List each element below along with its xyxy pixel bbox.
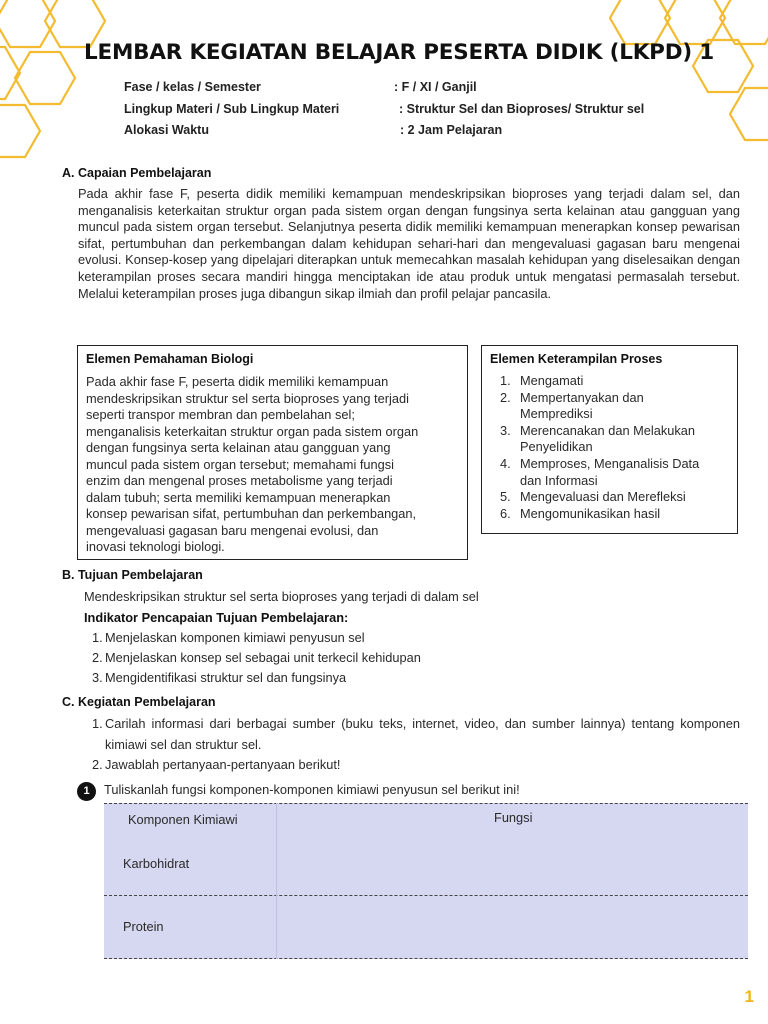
list-item: 3. Merencanakan dan Melakukan Penyelidikan <box>500 422 696 455</box>
list-item: 1. Carilah informasi dari berbagai sumber (buku teks, internet, video, dan sumber lainnya) tentang komponen kimiawi sel dan struktur sel. <box>92 716 740 752</box>
table-column-divider <box>276 803 277 959</box>
box-body <box>86 374 468 556</box>
meta-info <box>124 80 724 145</box>
box-title: Elemen Pemahaman Biologi <box>86 352 254 366</box>
box-biology-understanding <box>77 345 468 560</box>
meta-row-scope <box>124 102 724 124</box>
box-line: menganalisis keterkaitan struktur organ pada sistem organ <box>86 423 419 439</box>
section-a-paragraph: Pada akhir fase F, peserta didik memiliki kemampuan mendeskripsikan bioproses yang terjadi dalam sel, dan menganalisis keterkaitan struktur organ pada sistem organ dengan fungsinya serta kelainan atau gangguan yang muncul pada sistem organ tersebut. Selanjutnya peserta didik memiliki kemampuan menerapkan konsep pewarisan sifat, pertumbuhan dan perkembangan dalam kehidupan sehari-hari dan mengevaluasi gagasan baru mengenai evolusi. Konsep-kosep yang dipelajari diterapkan untuk memecahkan masalah kehidupan yang diselesaikan dengan keterampilan proses secara mandiri hingga menciptakan ide atau produk untuk mengatasi permasalah tersebut. Melalui keterampilan proses juga dibangun sikap ilmiah dan profil pelajar pancasila. <box>78 186 740 301</box>
table-cell-component: Protein <box>123 919 164 934</box>
section-b-heading: B. Tujuan Pembelajaran <box>62 568 203 582</box>
indicator-heading: Indikator Pencapaian Tujuan Pembelajaran: <box>84 610 349 625</box>
table-divider <box>104 895 748 896</box>
list-item: 1. Mengamati <box>500 373 584 388</box>
list-item: 1. Menjelaskan komponen kimiawi penyusun sel <box>92 630 365 645</box>
box-line: Pada akhir fase F, peserta didik memiliki kemampuan <box>86 374 389 389</box>
table-divider <box>104 958 748 959</box>
learning-objective: Mendeskripsikan struktur sel serta bioproses yang terjadi di dalam sel <box>84 589 479 604</box>
box-line: dengan fungsinya serta kelainan atau gangguan yang <box>86 440 391 455</box>
list-item: 3. Mengidentifikasi struktur sel dan fungsinya <box>92 670 347 685</box>
box-process-skills <box>481 345 738 534</box>
process-skills-list <box>500 373 736 522</box>
meta-value: : F / XI / Ganjil <box>394 80 477 94</box>
answer-table <box>104 803 748 959</box>
list-item: 2. Mempertanyakan dan Memprediksi <box>500 389 644 422</box>
table-divider <box>104 803 748 804</box>
box-line: mendeskripsikan struktur sel serta bioproses yang terjadi <box>86 390 409 406</box>
activity-list <box>92 714 740 776</box>
worksheet-title: LEMBAR KEGIATAN BELAJAR PESERTA DIDIK (LKPD) 1 <box>84 40 715 65</box>
indicator-list <box>92 628 742 688</box>
box-line: enzim dan mengenal proses metabolisme yang terjadi <box>86 473 393 488</box>
question-number-badge: 1 <box>77 782 96 801</box>
meta-value: : 2 Jam Pelajaran <box>400 123 503 137</box>
list-item: 2. Menjelaskan konsep sel sebagai unit terkecil kehidupan <box>92 650 421 665</box>
list-item: 4. Memproses, Menganalisis Data dan Informasi <box>500 455 700 488</box>
table-header-function: Fungsi <box>494 810 533 825</box>
question-text: Tuliskanlah fungsi komponen-komponen kimiawi penyusun sel berikut ini! <box>104 782 520 797</box>
list-item: 5. Mengevaluasi dan Merefleksi <box>500 489 686 505</box>
box-line: mengevaluasi gagasan baru mengenai evolusi, dan <box>86 522 379 538</box>
box-title: Elemen Keterampilan Proses <box>490 352 663 366</box>
meta-row-time <box>124 123 724 145</box>
box-line: muncul pada sistem organ tersebut; memahami fungsi <box>86 456 394 472</box>
list-item: 2. Jawablah pertanyaan-pertanyaan berikut! <box>92 757 341 772</box>
table-cell-function-input[interactable] <box>284 843 734 883</box>
list-item: 6. Mengomunikasikan hasil <box>500 505 661 521</box>
meta-value: : Struktur Sel dan Bioproses/ Struktur sel <box>399 101 645 116</box>
meta-label: Fase / kelas / Semester <box>124 80 261 94</box>
meta-row-phase <box>124 80 724 102</box>
section-a-heading: A. Capaian Pembelajaran <box>62 166 212 180</box>
box-line: dalam tubuh; serta memiliki kemampuan menerapkan <box>86 489 391 505</box>
box-line: seperti transpor membran dan pembelahan sel; <box>86 407 355 422</box>
section-c-heading: C. Kegiatan Pembelajaran <box>62 695 216 709</box>
page-number: 1 <box>744 987 754 1006</box>
table-cell-component: Karbohidrat <box>123 856 190 871</box>
table-header-component: Komponen Kimiawi <box>128 812 238 827</box>
box-line: konsep pewarisan sifat, pertumbuhan dan perkembangan, <box>86 506 417 521</box>
meta-label: Lingkup Materi / Sub Lingkup Materi <box>124 101 340 116</box>
meta-label: Alokasi Waktu <box>124 123 209 137</box>
table-cell-function-input[interactable] <box>284 903 734 943</box>
box-line: inovasi teknologi biologi. <box>86 539 225 554</box>
